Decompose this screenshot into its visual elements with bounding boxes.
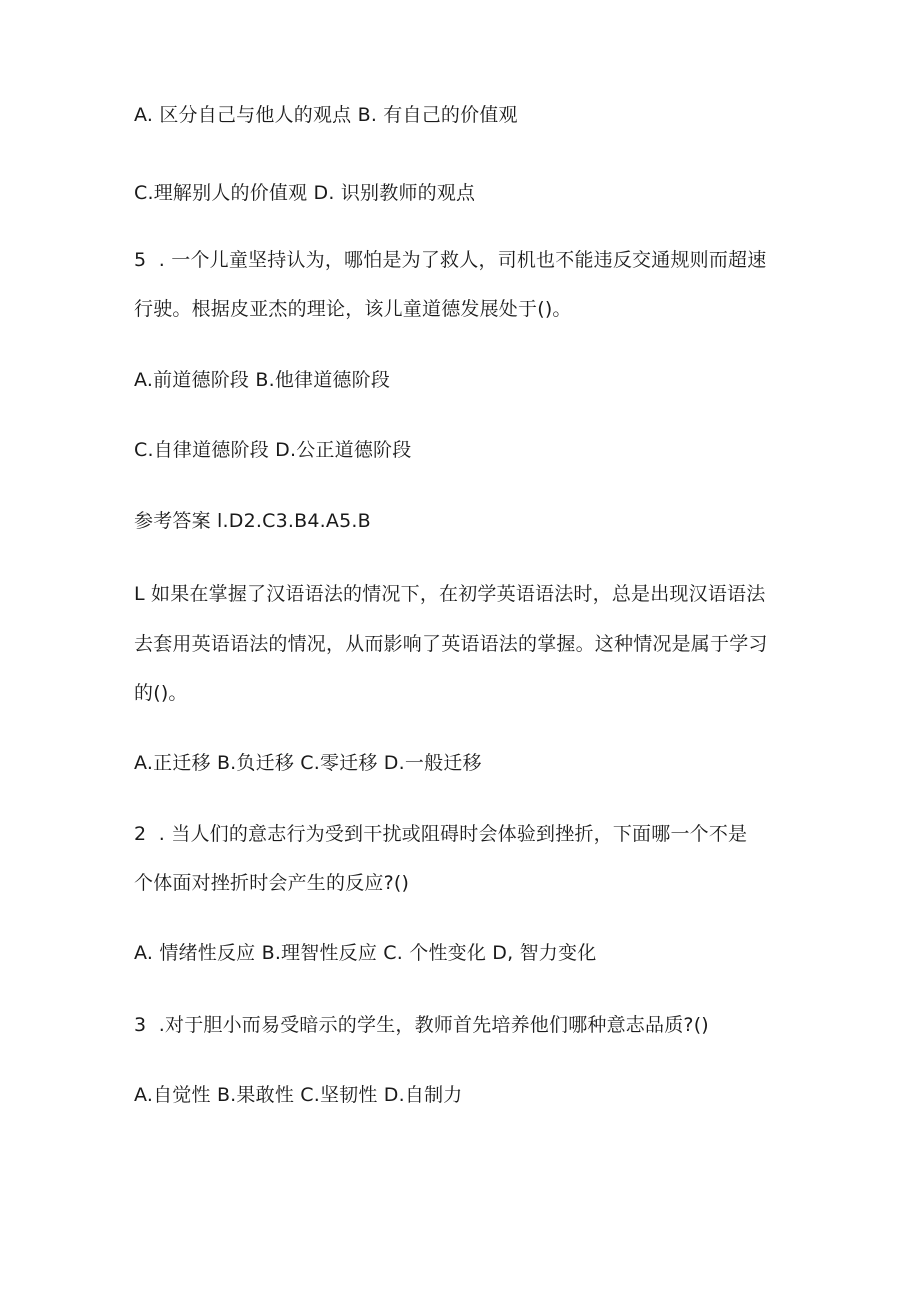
q2-options: A. 情绪性反应 B.理智性反应 C. 个性变化 D, 智力变化 bbox=[134, 942, 597, 964]
q2-stem-line-1: 2 . 当人们的意志行为受到干扰或阻碍时会体验到挫折，下面哪一个不是 bbox=[134, 823, 748, 845]
q4-options-ab: A. 区分自己与他人的观点 B. 有自己的价值观 bbox=[134, 104, 518, 126]
q5-stem-line-2: 行驶。根据皮亚杰的理论，该儿童道德发展处于()。 bbox=[134, 298, 572, 320]
q5-options-ab: A.前道德阶段 B.他律道德阶段 bbox=[134, 369, 391, 391]
q5-options-cd: C.自律道德阶段 D.公正道德阶段 bbox=[134, 439, 412, 461]
q4-options-cd: C.理解别人的价值观 D. 识别教师的观点 bbox=[134, 182, 476, 204]
answer-key: 参考答案 l.D2.C3.B4.A5.B bbox=[134, 510, 371, 532]
q5-stem-line-1: 5 . 一个儿童坚持认为，哪怕是为了救人，司机也不能违反交通规则而超速 bbox=[134, 249, 767, 271]
q3-options: A.自觉性 B.果敢性 C.坚韧性 D.自制力 bbox=[134, 1084, 463, 1106]
q1-stem-line-1: L 如果在掌握了汉语语法的情况下，在初学英语语法时，总是出现汉语语法 bbox=[134, 583, 766, 605]
q3-stem: 3 .对于胆小而易受暗示的学生，教师首先培养他们哪种意志品质?() bbox=[134, 1014, 709, 1036]
q1-stem-line-2: 去套用英语语法的情况，从而影响了英语语法的掌握。这种情况是属于学习 bbox=[134, 633, 768, 655]
q2-stem-line-2: 个体面对挫折时会产生的反应?() bbox=[134, 872, 410, 894]
q1-options: A.正迁移 B.负迁移 C.零迁移 D.一般迁移 bbox=[134, 752, 482, 774]
q1-stem-line-3: 的()。 bbox=[134, 682, 188, 704]
